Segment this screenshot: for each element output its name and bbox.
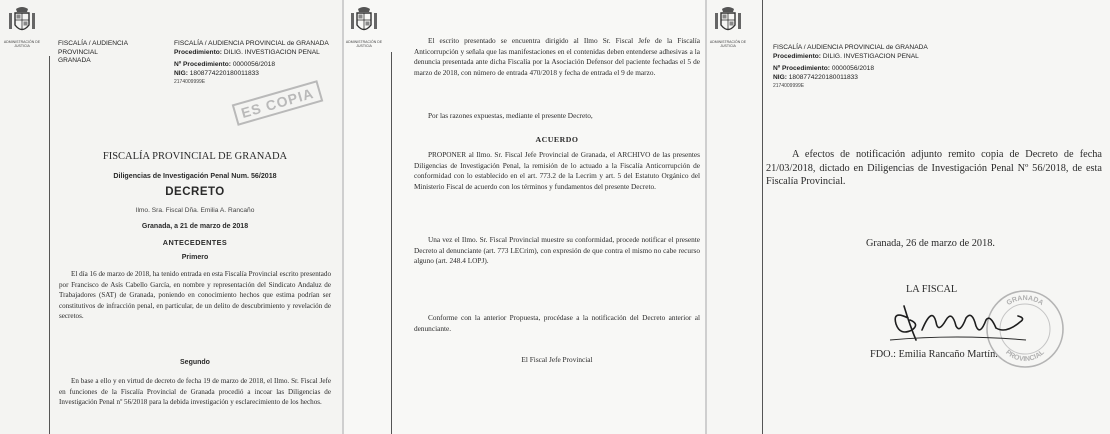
antecedentes-heading: ANTECEDENTES [162, 238, 228, 247]
acuerdo-heading: ACUERDO [535, 135, 579, 144]
document-page-1 [0, 0, 343, 434]
document-page-2 [343, 0, 706, 434]
margin-line [49, 56, 50, 434]
coat-of-arms-icon [6, 5, 38, 39]
office-title: FISCALÍA PROVINCIAL DE GRANADA [102, 151, 288, 162]
segundo-heading: Segundo [180, 359, 210, 366]
header-right: FISCALÍA / AUDIENCIA PROVINCIAL de GRANADA Procedimiento: DILIG. INVESTIGACION PENAL Nº Procedimiento: 0000056/2018 NIG: 1808774220180011833 2174009999E [174, 40, 329, 85]
paragraph-2: Por las razones expuestas, mediante el presente Decreto, [428, 111, 593, 120]
paragraph-4: Una vez el Ilmo. Sr. Fiscal Provincial muestre su conformidad, procede notificar el presente Decreto al denunciante (art. 773 LECrim), con expresión de que contra el mismo no cabe recurso alguno (art. 248.4 LOPJ). [414, 235, 700, 266]
page-divider [705, 0, 707, 434]
handwritten-signature-icon [886, 300, 1036, 346]
document-page-3 [706, 0, 1110, 434]
paragraph-1: El día 16 de marzo de 2018, ha tenido entrada en esta Fiscalía Provincial escrito presentado por Francisco de Asís Cabello García, en nombre y representación del Sindicato Andaluz de Trabajadores (SAT) de Granada, poniendo en conocimiento hechos que estima podrían ser constitutivos de infracción penal, en particular, de un delito de descubrimiento y revelación de secretos. [59, 270, 331, 321]
svg-text:PROVINCIAL: PROVINCIAL [1004, 349, 1046, 364]
crest-caption: ADMINISTRACIÓN DE JUSTICIA [709, 40, 747, 48]
header-left: FISCALÍA / AUDIENCIA PROVINCIAL GRANADA [58, 40, 128, 64]
crest-caption: ADMINISTRACIÓN DE JUSTICIA [345, 40, 383, 48]
signer-name: FDO.: Emilia Rancaño Martín. [870, 349, 998, 360]
margin-line [391, 52, 392, 434]
primero-heading: Primero [181, 254, 209, 261]
paragraph-1: A efectos de notificación adjunto remito copia de Decreto de fecha 21/03/2018, dictado en Diligencias de Investigación Penal Nº 56/2018, de esta Fiscalía Provincial. [766, 149, 1102, 187]
paragraph-3: PROPONER al Ilmo. Sr. Fiscal Jefe Provincial de Granada, el ARCHIVO de las presentes Diligencias de Investigación Penal, la remisión de lo actuado a la Fiscalía Anticorrupción de conformidad con lo establecido en el art. 773.2 de la Lecrim y art. 5 del Estatuto Orgánico del Ministerio Fiscal de acuerdo con los términos y fundamentos del presente Decreto. [414, 150, 700, 191]
svg-text:GRANADA: GRANADA [1005, 294, 1045, 307]
paragraph-1: El escrito presentado se encuentra dirigido al Ilmo Sr. Fiscal Jefe de la Fiscalía Anticorrupción y señala que las manifestaciones en el contenidas deben entenderse adhesivas a la denuncia presentada ante dicha Fiscalía por la Asociación Defensor del paciente fechadas el 5 de marzo de 2018, con número de entrada 470/2018 y fecha de entrada el 9 de marzo. [414, 36, 700, 77]
coat-of-arms-icon [712, 5, 744, 39]
date-line: Granada, 26 de marzo de 2018. [866, 238, 995, 249]
copy-stamp: ES COPIA [232, 80, 324, 126]
signature-line: El Fiscal Jefe Provincial [521, 355, 593, 364]
coat-of-arms-icon [348, 5, 380, 39]
page-divider [342, 0, 344, 434]
fiscal-line: Ilmo. Sra. Fiscal Dña. Emilia A. Rancaño [135, 207, 255, 214]
margin-line [762, 0, 763, 434]
diligencias-title: Diligencias de Investigación Penal Num. 56/2018 [113, 172, 277, 180]
crest-caption: ADMINISTRACIÓN DE JUSTICIA [3, 40, 41, 48]
header: FISCALÍA / AUDIENCIA PROVINCIAL de GRANADA Procedimiento: DILIG. INVESTIGACION PENAL Nº Procedimiento: 0000056/2018 NIG: 1808774220180011833 2174009999E [773, 44, 928, 89]
paragraph-2: En base a ello y en virtud de decreto de fecha 19 de marzo de 2018, el Ilmo. Sr. Fiscal Jefe en funciones de la Fiscalía Provincial de Granada procedió a incoar las Diligencias de Investigación Penal nº 56/2018 para la debida investigación y esclarecimiento de los hechos. [59, 377, 331, 407]
paragraph-5: Conforme con la anterior Propuesta, procédase a la notificación del Decreto anterior al denunciante. [414, 313, 700, 333]
la-fiscal-label: LA FISCAL [906, 284, 958, 295]
date-line: Granada, a 21 de marzo de 2018 [141, 223, 249, 230]
decreto-title: DECRETO [165, 186, 225, 198]
